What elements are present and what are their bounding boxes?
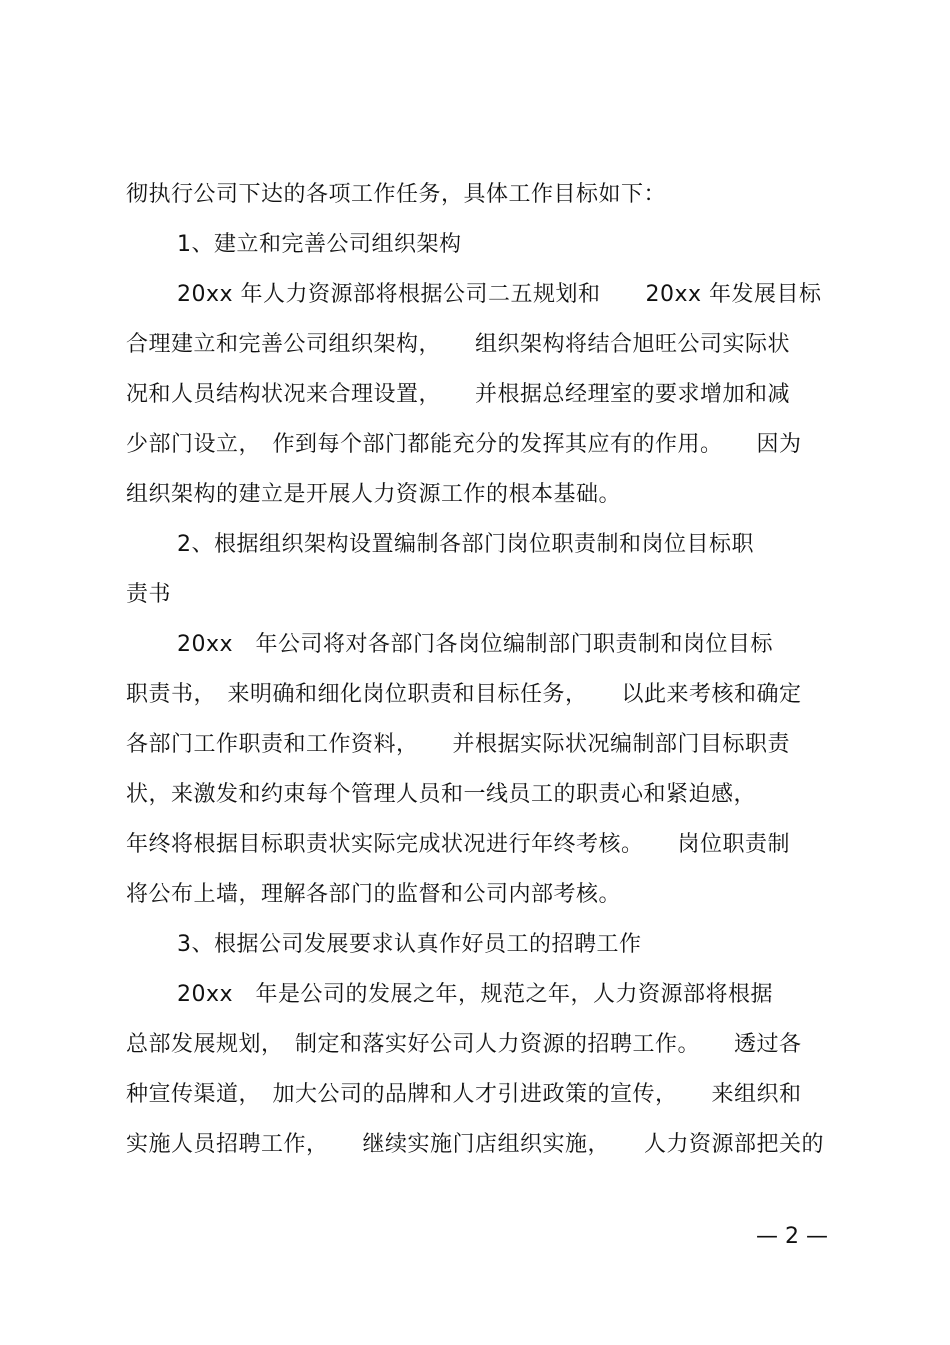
text-line-3: 20xx 年人力资源部将根据公司二五规划和 20xx 年发展目标: [177, 282, 822, 307]
text-line-5: 况和人员结构状况来合理设置， 并根据总经理室的要求增加和减: [126, 382, 791, 407]
text-line-20: 实施人员招聘工作， 继续实施门店组织实施， 人力资源部把关的: [126, 1132, 825, 1157]
section-heading-3: 3、根据公司发展要求认真作好员工的招聘工作: [177, 932, 642, 957]
text-line-10: 20xx 年公司将对各部门各岗位编制部门职责制和岗位目标: [177, 632, 774, 657]
text-line-1: 彻执行公司下达的各项工作任务，具体工作目标如下：: [126, 182, 667, 207]
text-line-11: 职责书， 来明确和细化岗位职责和目标任务， 以此来考核和确定: [126, 682, 802, 707]
text-line-6: 少部门设立， 作到每个部门都能充分的发挥其应有的作用。 因为: [126, 432, 802, 457]
text-line-12: 各部门工作职责和工作资料， 并根据实际状况编制部门目标职责: [126, 732, 791, 757]
text-line-4: 合理建立和完善公司组织架构， 组织架构将结合旭旺公司实际状: [126, 332, 791, 357]
text-line-17: 20xx 年是公司的发展之年，规范之年，人力资源部将根据: [177, 982, 774, 1007]
page-number: — 2 —: [756, 1224, 828, 1249]
text-line-9: 责书: [126, 582, 172, 607]
text-line-14: 年终将根据目标职责状实际完成状况进行年终考核。 岗位职责制: [126, 832, 791, 857]
text-line-13: 状，来激发和约束每个管理人员和一线员工的职责心和紧迫感，: [126, 782, 757, 807]
text-line-18: 总部发展规划， 制定和落实好公司人力资源的招聘工作。 透过各: [126, 1032, 802, 1057]
section-heading-1: 1、建立和完善公司组织架构: [177, 232, 462, 257]
text-line-15: 将公布上墙，理解各部门的监督和公司内部考核。: [126, 882, 622, 907]
text-line-19: 种宣传渠道， 加大公司的品牌和人才引进政策的宣传， 来组织和: [126, 1082, 802, 1107]
section-heading-2: 2、根据组织架构设置编制各部门岗位职责制和岗位目标职: [177, 532, 754, 557]
text-line-7: 组织架构的建立是开展人力资源工作的根本基础。: [126, 482, 622, 507]
